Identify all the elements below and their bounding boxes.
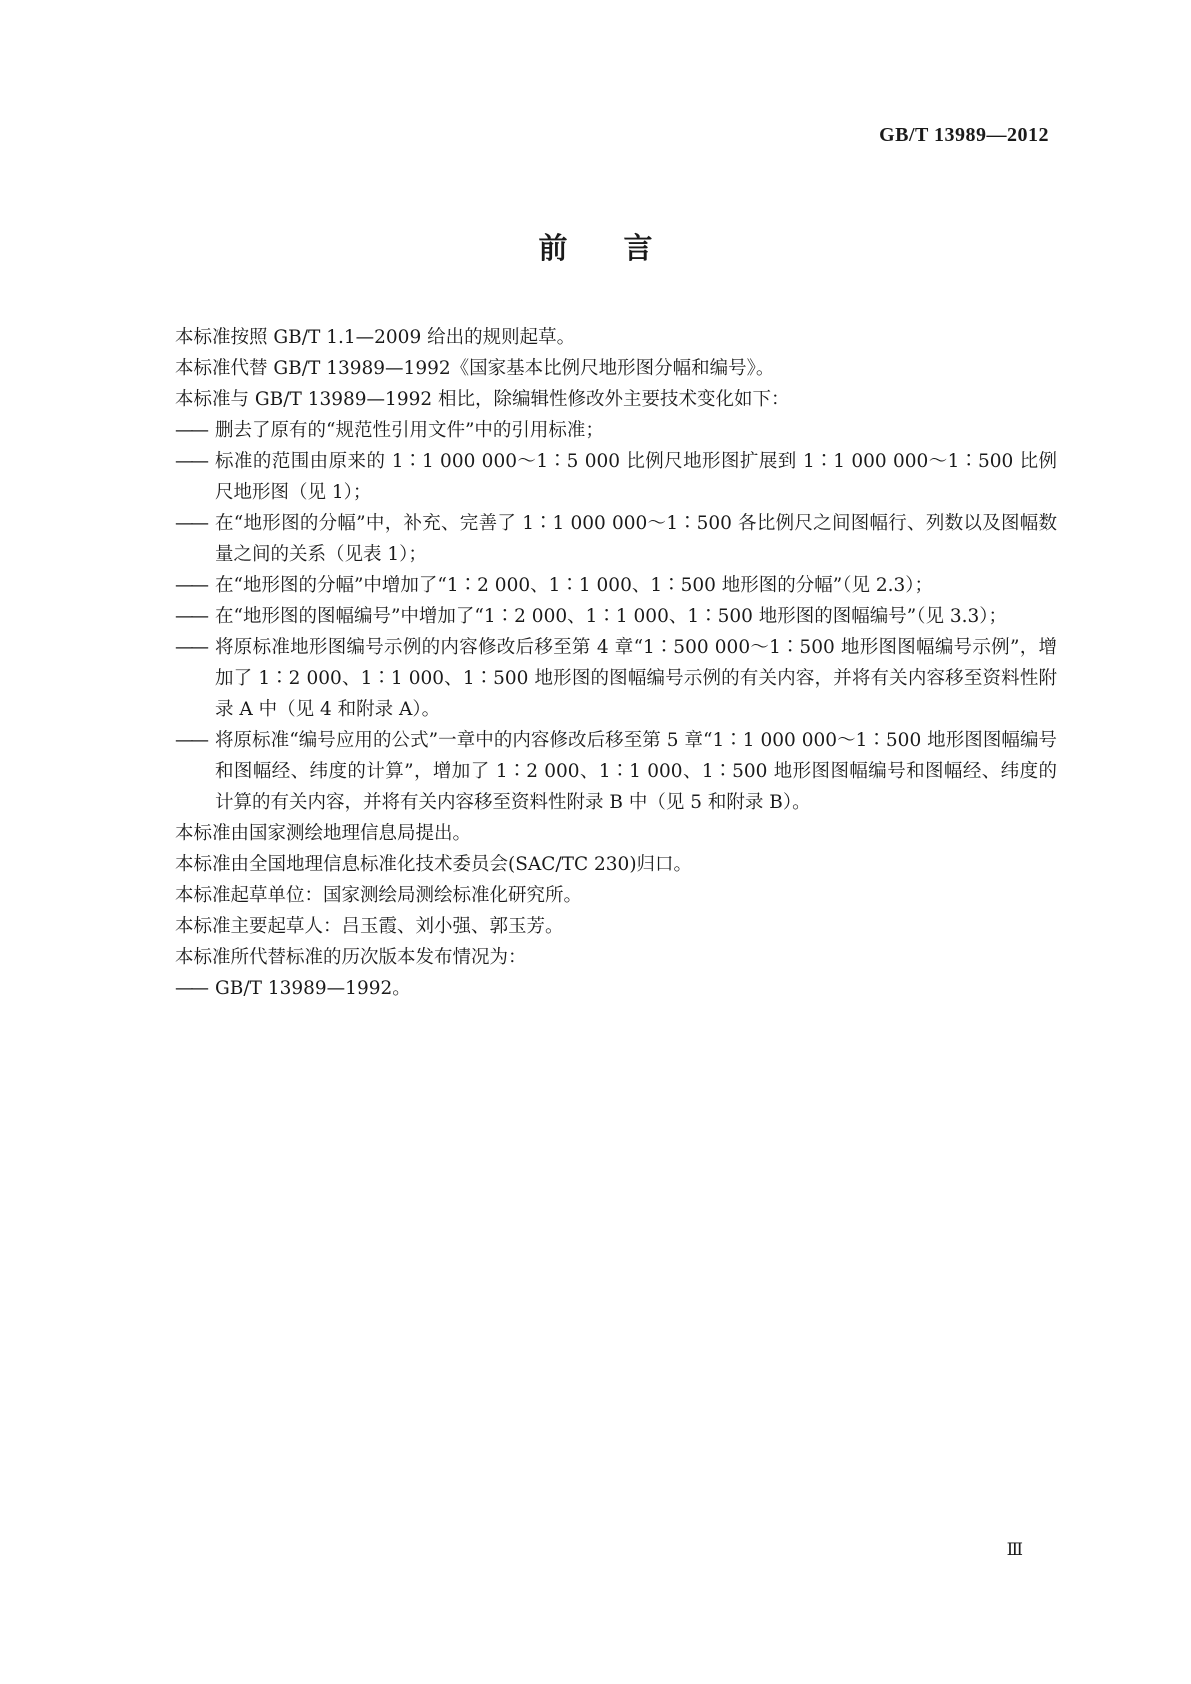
- change-text: 将原标准“编号应用的公式”一章中的内容修改后移至第 5 章“1∶1 000 000～1∶500 地形图图幅编号和图幅经、纬度的计算”，增加了 1∶2 000、1∶1 000、1∶500 地形图图幅编号和图幅经、纬度的计算的有关内容，并将有关内容移至资料性附录 B 中（见 5 和附录 B）。: [215, 730, 1057, 813]
- change-list: [175, 415, 1057, 818]
- paragraph-drafting-unit: 本标准起草单位：国家测绘局测绘标准化研究所。: [175, 885, 583, 906]
- history-text: GB/T 13989—1992。: [215, 978, 411, 999]
- change-text: 在“地形图的图幅编号”中增加了“1∶2 000、1∶1 000、1∶500 地形图的图幅编号”（见 3.3）；: [215, 606, 1008, 627]
- change-text: 将原标准地形图编号示例的内容修改后移至第 4 章“1∶500 000～1∶500 地形图图幅编号示例”，增加了 1∶2 000、1∶1 000、1∶500 地形图的图幅编号示例的有关内容，并将有关内容移至资料性附录 A 中（见 4 和附录 A）。: [215, 637, 1057, 720]
- page-title: 前言: [538, 231, 709, 265]
- paragraph-history-intro: 本标准所代替标准的历次版本发布情况为：: [175, 947, 527, 968]
- foreword-body: [175, 322, 1057, 1004]
- list-dash: ——: [175, 575, 206, 596]
- page-number: Ⅲ: [1006, 1540, 1023, 1559]
- paragraph-drafting-rules: 本标准按照 GB/T 1.1—2009 给出的规则起草。: [175, 327, 576, 348]
- change-item: [175, 446, 1057, 508]
- change-text: 在“地形图的分幅”中增加了“1∶2 000、1∶1 000、1∶500 地形图的分幅”（见 2.3）；: [215, 575, 934, 596]
- change-text: 在“地形图的分幅”中，补充、完善了 1∶1 000 000～1∶500 各比例尺之间图幅行、列数以及图幅数量之间的关系（见表 1）；: [215, 513, 1057, 565]
- list-dash: ——: [175, 513, 206, 534]
- list-dash: ——: [175, 451, 206, 472]
- list-dash: ——: [175, 420, 206, 441]
- paragraph-proposed-by: 本标准由国家测绘地理信息局提出。: [175, 823, 472, 844]
- standard-code: GB/T 13989—2012: [879, 124, 1049, 146]
- history-item: [175, 973, 1057, 1004]
- list-dash: ——: [175, 637, 206, 658]
- paragraph-changes-intro: 本标准与 GB/T 13989—1992 相比，除编辑性修改外主要技术变化如下：: [175, 389, 790, 410]
- change-text: 删去了原有的“规范性引用文件”中的引用标准；: [215, 420, 604, 441]
- list-dash: ——: [175, 606, 206, 627]
- list-dash: ——: [175, 978, 206, 999]
- change-item: [175, 508, 1057, 570]
- change-item: [175, 570, 1057, 601]
- change-item: [175, 632, 1057, 725]
- paragraph-drafters: 本标准主要起草人：吕玉霞、刘小强、郭玉芳。: [175, 916, 564, 937]
- change-item: [175, 415, 1057, 446]
- change-item: [175, 601, 1057, 632]
- list-dash: ——: [175, 730, 206, 751]
- paragraph-managed-by: 本标准由全国地理信息标准化技术委员会(SAC/TC 230)归口。: [175, 854, 693, 875]
- change-text: 标准的范围由原来的 1∶1 000 000～1∶5 000 比例尺地形图扩展到 1∶1 000 000～1∶500 比例尺地形图（见 1）；: [215, 451, 1057, 503]
- change-item: [175, 725, 1057, 818]
- paragraph-replaces: 本标准代替 GB/T 13989—1992《国家基本比例尺地形图分幅和编号》。: [175, 358, 775, 379]
